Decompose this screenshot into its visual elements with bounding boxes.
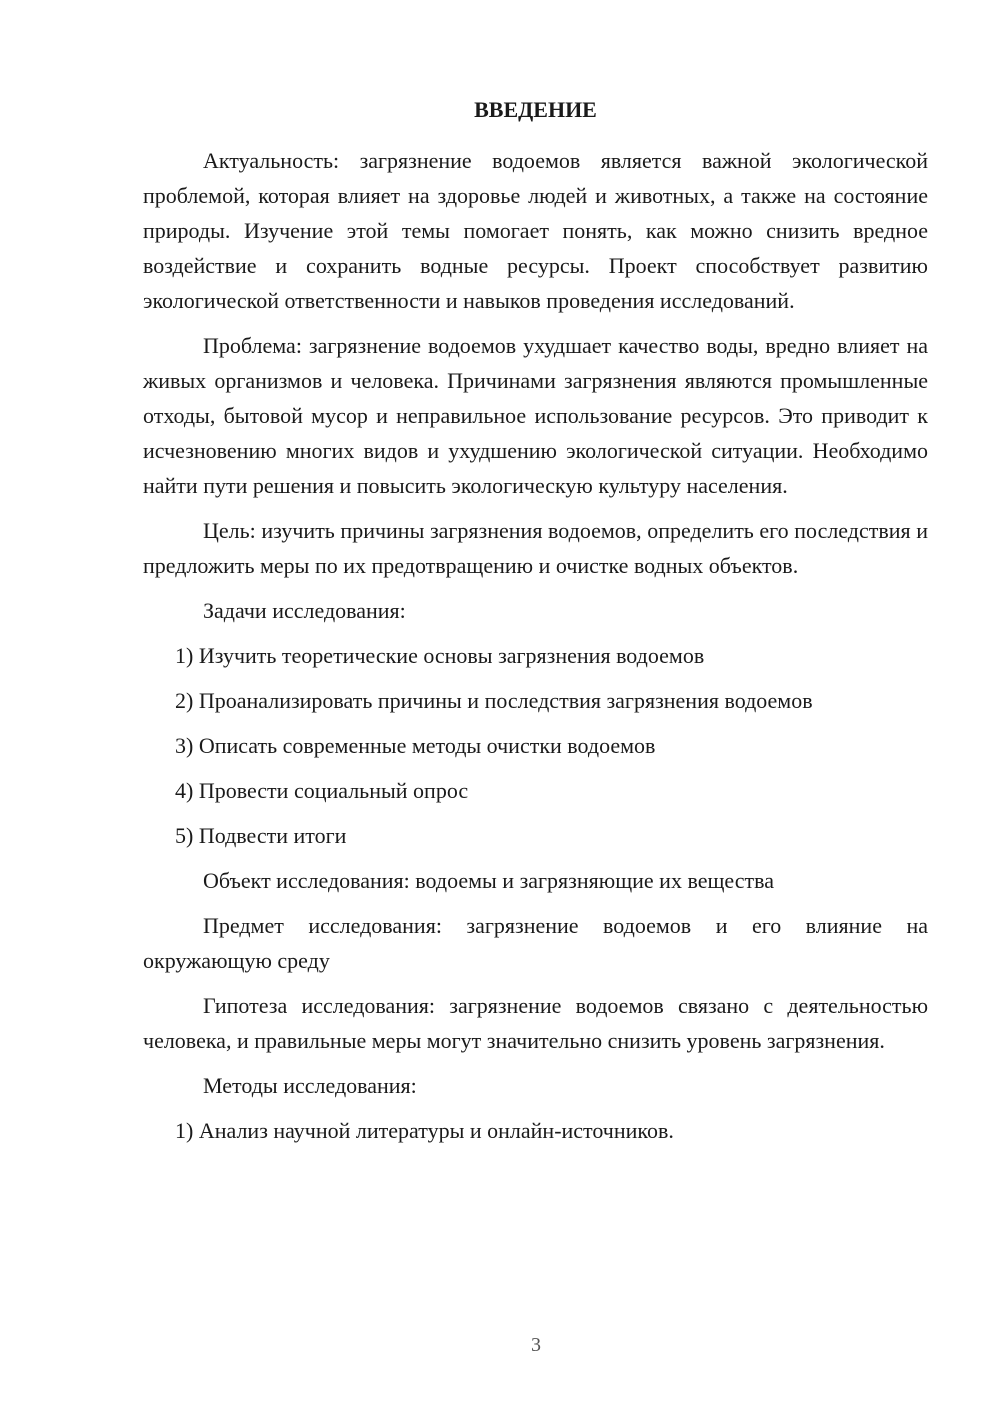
hypothesis-paragraph: Гипотеза исследования: загрязнение водоемов связано с деятельностью человека, и правильные меры могут значительно снизить уровень загрязнения. [143,993,928,1053]
page-title: ВВЕДЕНИЕ [474,97,597,122]
problem-paragraph: Проблема: загрязнение водоемов ухудшает качество воды, вредно влияет на живых организмов и человека. Причинами загрязнения являются промышленные отходы, бытовой мусор и неправильное использование ресурсов. Это приводит к исчезновению многих видов и ухудшению экологической ситуации. Необходимо найти пути решения и повысить экологическую культуру населения. [143,333,928,498]
object-paragraph: Объект исследования: водоемы и загрязняющие их вещества [203,868,774,893]
tasks-heading: Задачи исследования: [203,598,406,623]
subject-paragraph: Предмет исследования: загрязнение водоемов и его влияние на окружающую среду [143,913,928,973]
page-number: 3 [531,1334,541,1356]
relevance-paragraph: Актуальность: загрязнение водоемов является важной экологической проблемой, которая влияет на здоровье людей и животных, а также на состояние природы. Изучение этой темы помогает понять, как можно снизить вредное воздействие и сохранить водные ресурсы. Проект способствует развитию экологической ответственности и навыков проведения исследований. [143,148,928,313]
methods-heading: Методы исследования: [203,1073,417,1098]
method-item: 1) Анализ научной литературы и онлайн-источников. [175,1118,674,1143]
goal-paragraph: Цель: изучить причины загрязнения водоемов, определить его последствия и предложить меры по их предотвращению и очистке водных объектов. [143,518,928,578]
task-item: 1) Изучить теоретические основы загрязнения водоемов [175,643,705,668]
document-page [143,95,928,1158]
task-item: 4) Провести социальный опрос [175,778,469,803]
task-item: 3) Описать современные методы очистки водоемов [175,733,656,758]
task-item: 2) Проанализировать причины и последствия загрязнения водоемов [175,688,813,713]
task-item: 5) Подвести итоги [175,823,347,848]
